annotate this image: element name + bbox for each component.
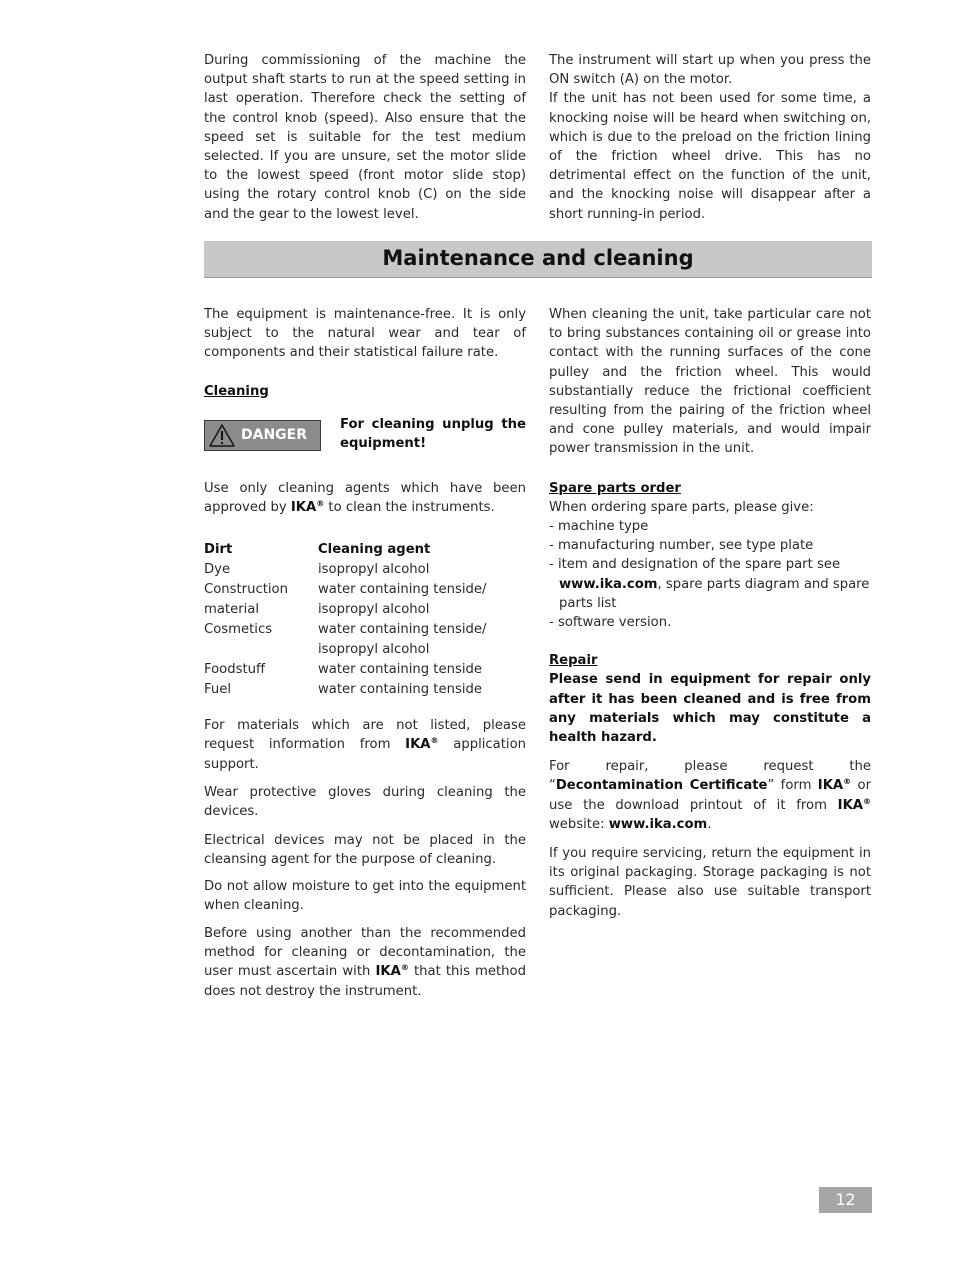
- servicing-paragraph: If you require servicing, return the equipment in its original packaging. Storage packaging is not sufficient. Please also use suitable transport packaging.: [549, 846, 871, 919]
- cell-agent: water containing tenside/: [318, 622, 487, 638]
- header-cleaning-agent: Cleaning agent: [318, 542, 431, 558]
- cell-agent: isopropyl alcohol: [318, 642, 430, 658]
- list-item: - manufacturing number, see type plate: [549, 538, 814, 554]
- header-dirt: Dirt: [204, 542, 233, 558]
- cleaning-heading: Cleaning: [204, 383, 269, 399]
- section-title: Maintenance and cleaning: [382, 246, 694, 271]
- list-item-continuation: www.ika.com, spare parts diagram and spare: [559, 576, 870, 592]
- danger-text: For cleaning unplug the equipment!: [340, 416, 526, 452]
- table-row: [204, 640, 526, 660]
- danger-notice: [204, 416, 526, 458]
- danger-label: DANGER: [241, 426, 308, 443]
- approved-agents-paragraph: Use only cleaning agents which have been approved by IKA® to clean the instruments.: [204, 480, 526, 516]
- intro-right-column: [549, 51, 871, 224]
- cell-agent: water containing tenside/: [318, 582, 487, 598]
- warning-triangle-icon: [209, 424, 235, 447]
- list-item: - item and designation of the spare part see: [549, 557, 841, 573]
- page-number-text: 12: [835, 1190, 856, 1210]
- cell-agent: water containing tenside: [318, 662, 482, 678]
- cell-dirt: Construction: [204, 582, 288, 598]
- cell-agent: isopropyl alcohol: [318, 602, 430, 618]
- table-row: [204, 580, 526, 600]
- cleaning-care-paragraph: When cleaning the unit, take particular care not to bring substances containing oil or grease into contact with the running surfaces of the cone pulley and the friction wheel. This would substantially reduce the frictional coefficient resulting from the pairing of the friction wheel and cone pulley materials, and would impair power transmission in the unit.: [549, 307, 871, 457]
- cell-dirt: Cosmetics: [204, 622, 273, 638]
- commissioning-paragraph: During commissioning of the machine the output shaft starts to run at the speed setting in last operation. Therefore check the setting of the control knob (speed). Also ensure that the speed set is suitable for the test medium selected. If you are unsure, set the motor slide to the lowest speed (front motor slide stop) using the rotary control knob (C) on the side and the gear to the lowest level.: [204, 53, 526, 222]
- cell-dirt: material: [204, 602, 260, 618]
- danger-badge: [204, 420, 321, 451]
- table-row: [204, 680, 526, 700]
- list-item: - machine type: [549, 519, 649, 535]
- table-row: [204, 600, 526, 620]
- not-listed-paragraph: For materials which are not listed, please request information from IKA® application support.: [204, 718, 527, 772]
- decontamination-request-paragraph: For repair, please request the “Decontamination Certificate” form IKA® or use the download printout of it from IKA® website: www.ika.com.: [549, 759, 871, 832]
- spare-parts-intro: When ordering spare parts, please give:: [549, 499, 814, 515]
- table-row: [204, 660, 526, 680]
- list-item-continuation: parts list: [559, 595, 617, 611]
- section-banner: [204, 241, 872, 278]
- ika-website-link[interactable]: www.ika.com: [608, 816, 708, 832]
- cell-dirt: Foodstuff: [204, 662, 266, 678]
- cell-agent: water containing tenside: [318, 682, 482, 698]
- left-column: [204, 305, 526, 1001]
- cell-dirt: Dye: [204, 562, 231, 578]
- decontamination-paragraph: Before using another than the recommended method for cleaning or decontamination, the user must ascertain with IKA® that this method does not destroy the instrument.: [204, 926, 526, 999]
- page-number: [819, 1187, 872, 1213]
- gloves-paragraph: Wear protective gloves during cleaning the devices.: [204, 784, 526, 820]
- moisture-paragraph: Do not allow moisture to get into the equipment when cleaning.: [204, 878, 526, 913]
- startup-paragraph: The instrument will start up when you press the ON switch (A) on the motor.: [549, 53, 871, 88]
- table-row: [204, 560, 526, 580]
- table-header: [204, 540, 526, 560]
- cell-agent: isopropyl alcohol: [318, 562, 430, 578]
- cell-dirt: Fuel: [204, 682, 231, 698]
- knocking-noise-paragraph: If the unit has not been used for some time, a knocking noise will be heard when switching on, which is due to the preload on the friction lining of the friction wheel drive. This has no detrimental effect on the function of the unit, and the knocking noise will disappear after a short running-in period.: [549, 91, 871, 222]
- list-item: - software version.: [549, 615, 672, 631]
- spare-parts-heading: Spare parts order: [549, 480, 681, 496]
- repair-warning: Please send in equipment for repair only after it has been cleaned and is free from any materials which may constitute a health hazard.: [549, 672, 871, 746]
- electrical-paragraph: Electrical devices may not be placed in the cleansing agent for the purpose of cleaning.: [204, 833, 526, 868]
- right-column: [549, 305, 871, 921]
- table-row: [204, 620, 526, 640]
- cleaning-table: [204, 540, 526, 700]
- ika-link[interactable]: www.ika.com: [559, 576, 658, 592]
- repair-heading: Repair: [549, 653, 598, 669]
- intro-left-column: [204, 51, 526, 224]
- maintenance-free-paragraph: The equipment is maintenance-free. It is only subject to the natural wear and tear of components and their statistical failure rate.: [204, 307, 526, 361]
